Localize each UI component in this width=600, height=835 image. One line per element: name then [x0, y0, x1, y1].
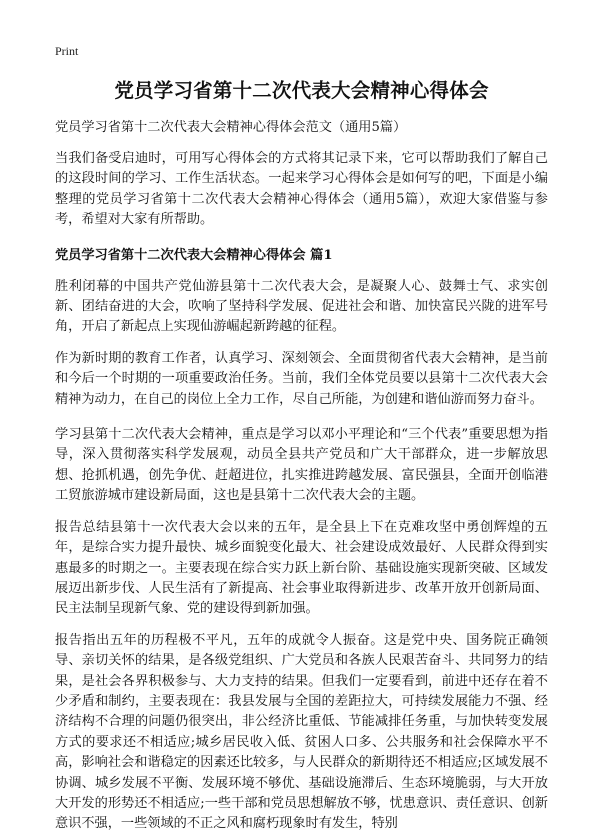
body-paragraph-3: 学习县第十二次代表大会精神，重点是学习以邓小平理论和“三个代表”重要思想为指导，深入贯彻落实科学发展观，动员全县共产党员和广大干部群众，进一步解放思想、抢抓机遇，创先争优、赶超进位，扎实推进跨越发展、富民强县，全面开创临港工贸旅游城市建设新局面，这也是县第十二次代表大会的主题。 — [55, 427, 548, 504]
body-paragraph-5: 报告指出五年的历程极不平凡，五年的成就令人振奋。这是党中央、国务院正确领导、亲切关怀的结果，是各级党组织、广大党员和各族人民艰苦奋斗、共同努力的结果，是社会各界积极参与、大力支持的结果。但我们一定要看到，前进中还存在着不少矛盾和制约，主要表现在：我县发展与全国的差距拉大，可持续发展能力不强、经济结构不合理的问题仍很突出，非公经济比重低、节能减排任务重，与加快转变发展方式的要求还不相适应;城乡居民收入低、贫困人口多、公共服务和社会保障水平不高，影响社会和谐稳定的因素还比较多，与人民群众的新期待还不相适应;区域发展不协调、城乡发展不平衡、发展环境不够优、基础设施滞后、生态环境脆弱，与大开放大开发的形势还不相适应;一些干部和党员思想解放不够，忧患意识、责任意识、创新意识不强，一些领域的不正之风和腐朽现象时有发生，特别 — [55, 632, 548, 832]
print-label[interactable]: Print — [55, 44, 79, 58]
spacer — [55, 338, 548, 349]
document-subtitle: 党员学习省第十二次代表大会精神心得体会范文（通用5篇） — [55, 120, 407, 135]
body-paragraph-4: 报告总结县第十一次代表大会以来的五年，是全县上下在克难攻坚中勇创辉煌的五年，是综合实力提升最快、城乡面貌变化最大、社会建设成效最好、人民群众得到实惠最多的时期之一。主要表现在综合实力跃上新台阶、基础设施实现新突破、区域发展迈出新步伐、人民生活有了新提高、社会事业取得新进步、改革开放开创新局面、民主法制呈现新气象、党的建设得到新加强。 — [55, 519, 548, 617]
body-paragraph-2: 作为新时期的教育工作者，认真学习、深刻领会、全面贯彻省代表大会精神，是当前和今后一个时期的一项重要政治任务。当前，我们全体党员要以县第十二次代表大会精神为动力，在自己的岗位上全力工作，尽自己所能，为创建和谐仙游而努力奋斗。 — [55, 350, 548, 407]
body-paragraph-1: 胜利闭幕的中国共产党仙游县第十二次代表大会，是凝聚人心、鼓舞士气、求实创新、团结奋进的大会，吹响了坚持科学发展、促进社会和谐、加快富民兴陇的进军号角，开启了新起点上实现仙游崛起新跨越的征程。 — [55, 278, 548, 335]
spacer — [55, 266, 548, 277]
document-title: 党员学习省第十二次代表大会精神心得体会 — [114, 79, 489, 102]
spacer — [55, 138, 548, 149]
spacer — [55, 231, 548, 246]
spacer — [55, 620, 548, 631]
section-heading: 党员学习省第十二次代表大会精神心得体会 篇1 — [55, 247, 333, 263]
spacer — [55, 507, 548, 518]
spacer — [55, 410, 548, 425]
intro-paragraph: 当我们备受启迪时，可用写心得体会的方式将其记录下来，它可以帮助我们了解自己的这段时间的学习、工作生活状态。一起来学习心得体会是如何写的吧，下面是小编整理的党员学习省第十二次代表大会精神心得体会（通用5篇），欢迎大家借鉴与参考，希望对大家有所帮助。 — [55, 151, 548, 228]
